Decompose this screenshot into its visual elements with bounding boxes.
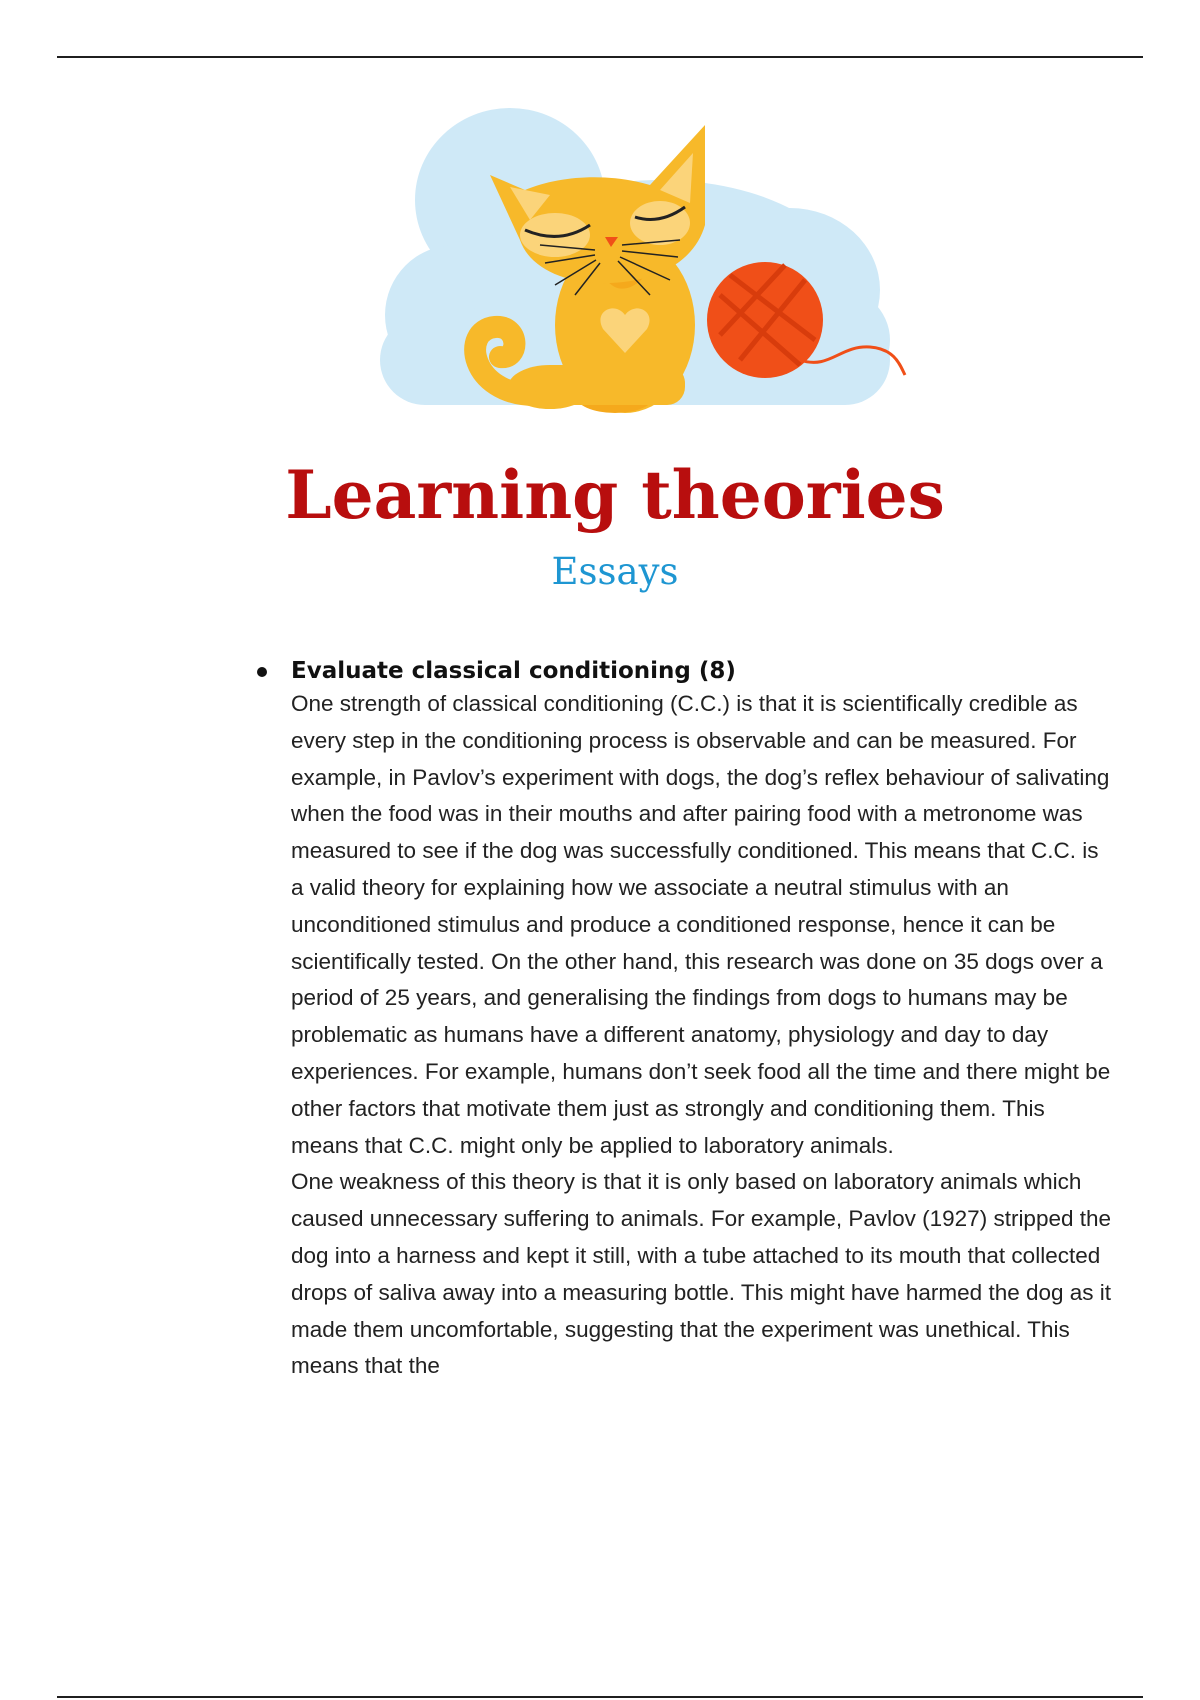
bottom-divider (57, 1696, 1143, 1698)
question-heading-text: Evaluate classical conditioning (8) (291, 658, 736, 684)
question-heading (255, 656, 1115, 686)
essay-content (255, 656, 1115, 1385)
page-title: Learning theories (285, 456, 945, 534)
essay-paragraph: One strength of classical conditioning (C.C.) is that it is scientifically credible as every step in the conditioning process is observable and can be measured. For example, in Pavlov’s experiment with dogs, the dog’s reflex behaviour of salivating when the food was in their mouths and after pairing food with a metronome was measured to see if the dog was successfully conditioned. This means that C.C. is a valid theory for explaining how we associate a neutral stimulus with an unconditioned stimulus and produce a conditioned response, hence it can be scientifically tested. On the other hand, this research was done on 35 dogs over a period of 25 years, and generalising the findings from dogs to humans may be problematic as humans have a different anatomy, physiology and day to day experiences. For example, humans don’t seek food all the time and there might be other factors that motivate them just as strongly and conditioning them. This means that C.C. might only be applied to laboratory animals. (291, 691, 1111, 1158)
cat-with-yarn-illustration (360, 95, 940, 425)
bullet-icon (257, 667, 267, 677)
page-subtitle: Essays (551, 550, 679, 593)
top-divider (57, 56, 1143, 58)
essay-paragraph: One weakness of this theory is that it is only based on laboratory animals which caused unnecessary suffering to animals. For example, Pavlov (1927) stripped the dog into a harness and kept it still, with a tube attached to its mouth that collected drops of saliva away into a measuring bottle. This might have harmed the dog as it made them uncomfortable, suggesting that the experiment was unethical. This means that the (291, 1169, 1112, 1379)
